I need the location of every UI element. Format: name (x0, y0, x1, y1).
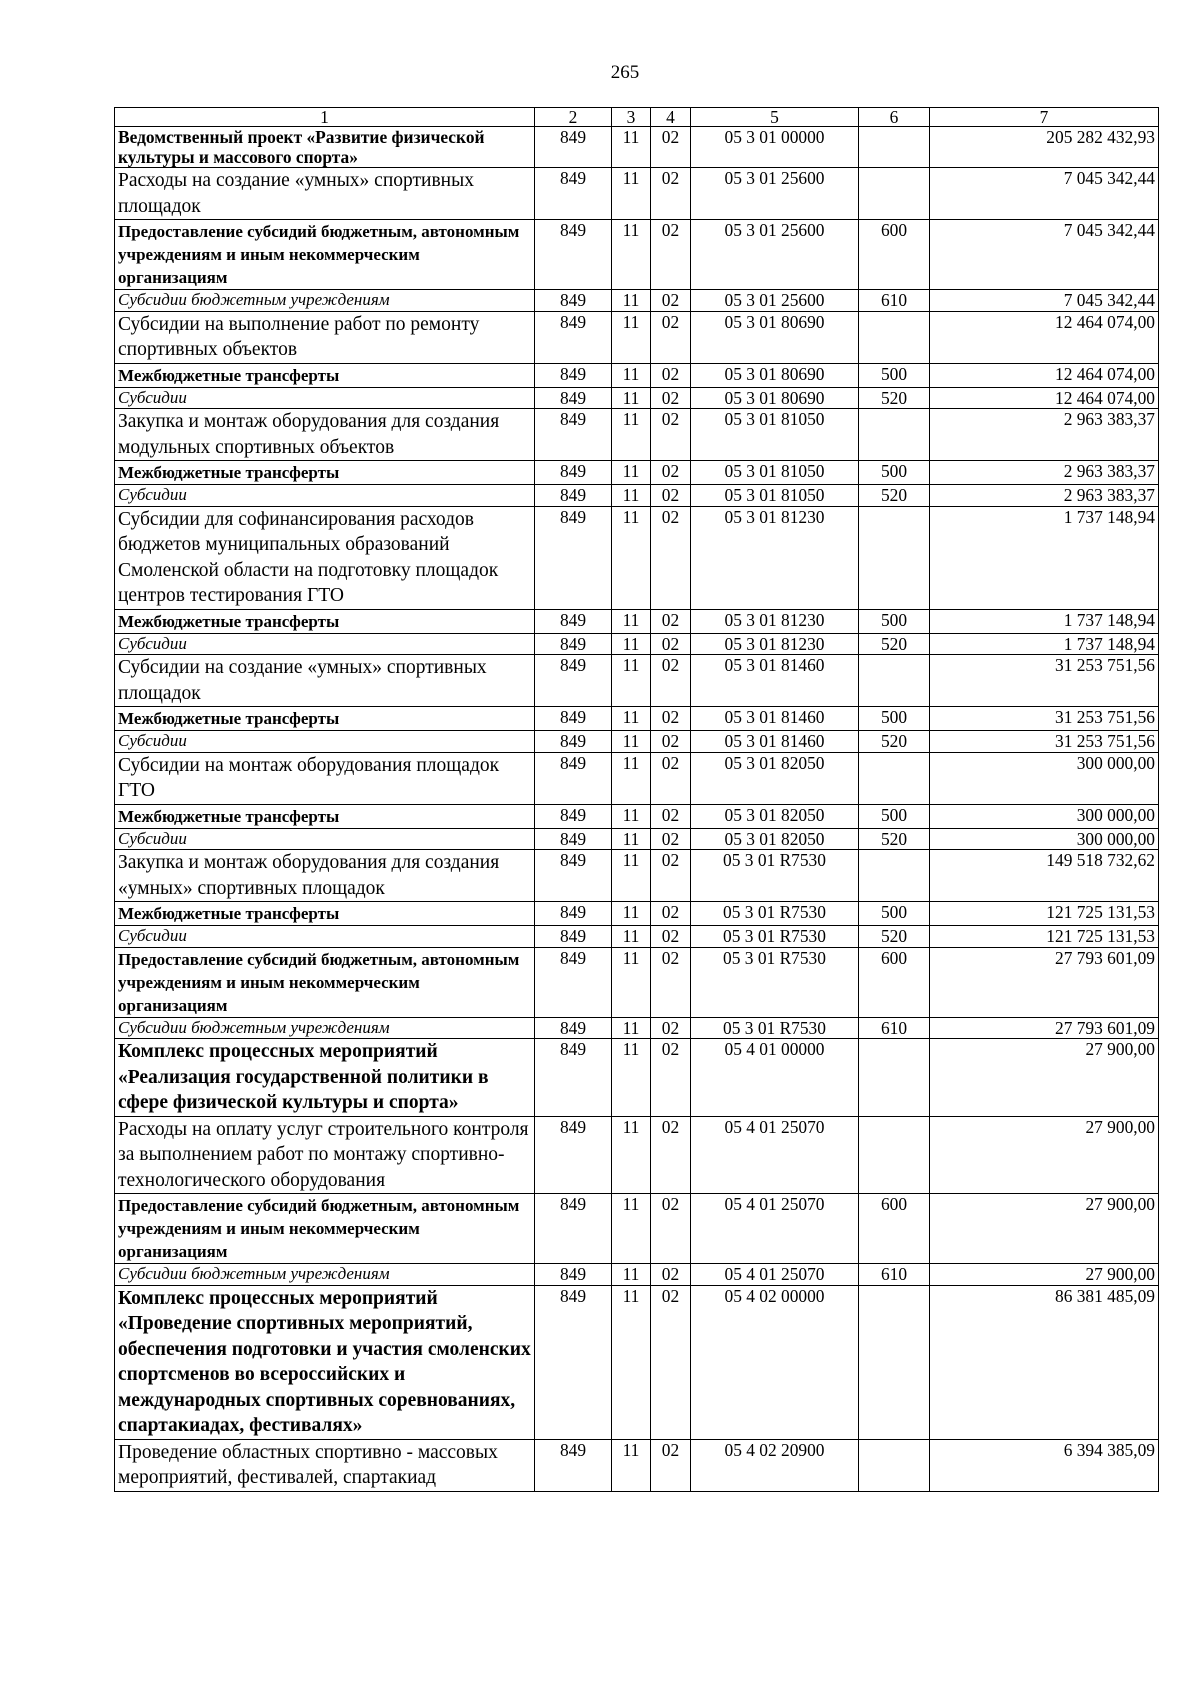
row-code-expense-type (859, 1116, 930, 1194)
row-code-subsection: 02 (651, 850, 691, 902)
row-code-expense-type (859, 409, 930, 461)
table-row (115, 311, 1159, 363)
row-amount: 31 253 751,56 (930, 707, 1159, 731)
row-code-ministry: 849 (535, 707, 612, 731)
row-amount: 27 900,00 (930, 1194, 1159, 1264)
table-row (115, 1116, 1159, 1194)
row-amount: 149 518 732,62 (930, 850, 1159, 902)
row-code-expense-type (859, 168, 930, 220)
row-name: Закупка и монтаж оборудования для создания модульных спортивных объектов (115, 409, 535, 461)
row-code-subsection: 02 (651, 1116, 691, 1194)
row-amount: 12 464 074,00 (930, 311, 1159, 363)
row-code-target: 05 3 01 R7530 (691, 850, 859, 902)
table-row (115, 1194, 1159, 1264)
row-code-expense-type: 600 (859, 1194, 930, 1264)
page-number: 265 (610, 62, 640, 83)
row-code-section: 11 (612, 1017, 651, 1039)
row-amount: 121 725 131,53 (930, 926, 1159, 948)
row-amount: 205 282 432,93 (930, 127, 1159, 168)
header-cell-7: 7 (930, 108, 1159, 127)
row-code-section: 11 (612, 1039, 651, 1117)
row-code-expense-type: 520 (859, 633, 930, 655)
row-amount: 1 737 148,94 (930, 609, 1159, 633)
row-amount: 6 394 385,09 (930, 1439, 1159, 1491)
row-amount: 2 963 383,37 (930, 461, 1159, 485)
row-code-subsection: 02 (651, 1264, 691, 1286)
row-name: Субсидии (115, 926, 535, 948)
row-code-section: 11 (612, 1116, 651, 1194)
row-name: Расходы на оплату услуг строительного контроля за выполнением работ по монтажу спортивно-технологического оборудования (115, 1116, 535, 1194)
table-row (115, 387, 1159, 409)
row-code-target: 05 3 01 81460 (691, 707, 859, 731)
header-cell-2: 2 (535, 108, 612, 127)
budget-table (114, 107, 1159, 1492)
row-name: Комплекс процессных мероприятий «Реализация государственной политики в сфере физической культуры и спорта» (115, 1039, 535, 1117)
row-code-section: 11 (612, 290, 651, 312)
row-code-target: 05 4 02 20900 (691, 1439, 859, 1491)
row-code-subsection: 02 (651, 363, 691, 387)
row-code-ministry: 849 (535, 409, 612, 461)
row-code-expense-type: 600 (859, 220, 930, 290)
table-row (115, 290, 1159, 312)
row-name: Межбюджетные трансферты (115, 707, 535, 731)
row-name: Межбюджетные трансферты (115, 902, 535, 926)
table-row (115, 127, 1159, 168)
row-code-ministry: 849 (535, 127, 612, 168)
row-code-ministry: 849 (535, 804, 612, 828)
row-code-subsection: 02 (651, 828, 691, 850)
row-code-target: 05 3 01 81230 (691, 633, 859, 655)
row-code-expense-type (859, 655, 930, 707)
row-code-target: 05 3 01 R7530 (691, 1017, 859, 1039)
row-code-section: 11 (612, 363, 651, 387)
row-code-expense-type (859, 1285, 930, 1439)
row-amount: 27 900,00 (930, 1264, 1159, 1286)
row-amount: 12 464 074,00 (930, 363, 1159, 387)
row-amount: 7 045 342,44 (930, 220, 1159, 290)
table-body (115, 127, 1159, 1492)
row-code-expense-type (859, 1039, 930, 1117)
row-name: Межбюджетные трансферты (115, 363, 535, 387)
row-code-section: 11 (612, 1439, 651, 1491)
row-code-section: 11 (612, 752, 651, 804)
row-code-subsection: 02 (651, 752, 691, 804)
row-amount: 300 000,00 (930, 804, 1159, 828)
row-code-subsection: 02 (651, 926, 691, 948)
row-code-section: 11 (612, 168, 651, 220)
row-code-subsection: 02 (651, 731, 691, 753)
row-code-expense-type: 500 (859, 902, 930, 926)
row-code-expense-type (859, 311, 930, 363)
row-code-section: 11 (612, 633, 651, 655)
row-code-ministry: 849 (535, 828, 612, 850)
row-amount: 300 000,00 (930, 828, 1159, 850)
row-code-subsection: 02 (651, 804, 691, 828)
row-code-section: 11 (612, 311, 651, 363)
row-code-subsection: 02 (651, 409, 691, 461)
row-code-subsection: 02 (651, 1194, 691, 1264)
row-code-section: 11 (612, 127, 651, 168)
row-code-subsection: 02 (651, 168, 691, 220)
row-code-target: 05 3 01 R7530 (691, 902, 859, 926)
row-code-expense-type: 500 (859, 804, 930, 828)
row-amount: 27 793 601,09 (930, 947, 1159, 1017)
row-code-expense-type: 520 (859, 387, 930, 409)
header-cell-1: 1 (115, 108, 535, 127)
row-code-subsection: 02 (651, 1039, 691, 1117)
table-row (115, 902, 1159, 926)
row-code-subsection: 02 (651, 220, 691, 290)
row-code-subsection: 02 (651, 290, 691, 312)
table-row (115, 947, 1159, 1017)
row-code-ministry: 849 (535, 290, 612, 312)
table-row (115, 804, 1159, 828)
row-amount: 31 253 751,56 (930, 731, 1159, 753)
row-code-section: 11 (612, 850, 651, 902)
row-code-ministry: 849 (535, 731, 612, 753)
row-code-section: 11 (612, 609, 651, 633)
row-code-ministry: 849 (535, 1439, 612, 1491)
row-name: Субсидии для софинансирования расходов бюджетов муниципальных образований Смоленской области на подготовку площадок центров тестирования ГТО (115, 506, 535, 609)
row-code-ministry: 849 (535, 311, 612, 363)
table-row (115, 655, 1159, 707)
row-code-expense-type (859, 752, 930, 804)
header-cell-6: 6 (859, 108, 930, 127)
row-code-ministry: 849 (535, 609, 612, 633)
row-code-target: 05 3 01 81050 (691, 409, 859, 461)
row-code-expense-type: 500 (859, 461, 930, 485)
row-code-target: 05 3 01 81050 (691, 485, 859, 507)
table-row (115, 707, 1159, 731)
row-code-section: 11 (612, 485, 651, 507)
row-code-ministry: 849 (535, 1039, 612, 1117)
row-code-ministry: 849 (535, 387, 612, 409)
row-code-target: 05 3 01 25600 (691, 220, 859, 290)
header-cell-5: 5 (691, 108, 859, 127)
row-code-expense-type: 520 (859, 926, 930, 948)
row-code-section: 11 (612, 409, 651, 461)
table-row (115, 409, 1159, 461)
row-name: Субсидии (115, 485, 535, 507)
row-code-subsection: 02 (651, 1285, 691, 1439)
row-code-target: 05 3 01 81230 (691, 506, 859, 609)
row-code-target: 05 3 01 82050 (691, 828, 859, 850)
row-code-target: 05 4 01 25070 (691, 1264, 859, 1286)
row-code-target: 05 4 01 00000 (691, 1039, 859, 1117)
row-code-expense-type (859, 1439, 930, 1491)
row-code-target: 05 3 01 80690 (691, 387, 859, 409)
row-name: Субсидии (115, 828, 535, 850)
row-code-target: 05 3 01 R7530 (691, 947, 859, 1017)
row-code-target: 05 3 01 81460 (691, 731, 859, 753)
row-code-target: 05 3 01 82050 (691, 804, 859, 828)
row-amount: 12 464 074,00 (930, 387, 1159, 409)
row-amount: 7 045 342,44 (930, 290, 1159, 312)
row-name: Субсидии на создание «умных» спортивных площадок (115, 655, 535, 707)
row-code-subsection: 02 (651, 127, 691, 168)
header-row (115, 108, 1159, 127)
row-code-target: 05 3 01 82050 (691, 752, 859, 804)
row-code-ministry: 849 (535, 947, 612, 1017)
row-code-section: 11 (612, 731, 651, 753)
table-row (115, 485, 1159, 507)
row-amount: 300 000,00 (930, 752, 1159, 804)
row-code-ministry: 849 (535, 752, 612, 804)
row-code-target: 05 4 02 00000 (691, 1285, 859, 1439)
row-code-target: 05 3 01 00000 (691, 127, 859, 168)
table-row (115, 633, 1159, 655)
row-amount: 27 900,00 (930, 1039, 1159, 1117)
row-code-subsection: 02 (651, 902, 691, 926)
row-code-target: 05 3 01 25600 (691, 168, 859, 220)
row-code-ministry: 849 (535, 902, 612, 926)
row-name: Закупка и монтаж оборудования для создания «умных» спортивных площадок (115, 850, 535, 902)
row-code-target: 05 3 01 81460 (691, 655, 859, 707)
table-row (115, 461, 1159, 485)
row-code-section: 11 (612, 902, 651, 926)
row-code-expense-type (859, 506, 930, 609)
row-code-subsection: 02 (651, 311, 691, 363)
row-name: Субсидии на выполнение работ по ремонту спортивных объектов (115, 311, 535, 363)
row-amount: 27 900,00 (930, 1116, 1159, 1194)
row-code-subsection: 02 (651, 387, 691, 409)
row-code-expense-type: 520 (859, 731, 930, 753)
row-name: Межбюджетные трансферты (115, 804, 535, 828)
row-name: Субсидии (115, 633, 535, 655)
row-code-ministry: 849 (535, 926, 612, 948)
row-name: Субсидии бюджетным учреждениям (115, 1264, 535, 1286)
row-code-ministry: 849 (535, 1194, 612, 1264)
table-row (115, 1264, 1159, 1286)
row-name: Субсидии бюджетным учреждениям (115, 1017, 535, 1039)
row-code-target: 05 3 01 25600 (691, 290, 859, 312)
row-code-subsection: 02 (651, 655, 691, 707)
row-code-expense-type (859, 850, 930, 902)
row-amount: 86 381 485,09 (930, 1285, 1159, 1439)
row-code-ministry: 849 (535, 485, 612, 507)
row-code-subsection: 02 (651, 707, 691, 731)
row-code-subsection: 02 (651, 1439, 691, 1491)
table-row (115, 1017, 1159, 1039)
table-row (115, 1039, 1159, 1117)
row-code-subsection: 02 (651, 1017, 691, 1039)
row-name: Комплекс процессных мероприятий «Проведение спортивных мероприятий, обеспечения подготовки и участия смоленских спортсменов во всероссийских и международных спортивных соревнованиях, спартакиадах, фестивалях» (115, 1285, 535, 1439)
row-code-section: 11 (612, 1264, 651, 1286)
row-code-expense-type: 520 (859, 485, 930, 507)
row-code-section: 11 (612, 1194, 651, 1264)
row-name: Ведомственный проект «Развитие физической культуры и массового спорта» (115, 127, 535, 168)
row-name: Межбюджетные трансферты (115, 609, 535, 633)
row-amount: 27 793 601,09 (930, 1017, 1159, 1039)
row-name: Предоставление субсидий бюджетным, автономным учреждениям и иным некоммерческим организациям (115, 220, 535, 290)
row-code-subsection: 02 (651, 506, 691, 609)
table-row (115, 506, 1159, 609)
row-code-expense-type: 500 (859, 707, 930, 731)
row-name: Расходы на создание «умных» спортивных площадок (115, 168, 535, 220)
row-name: Проведение областных спортивно - массовых мероприятий, фестивалей, спартакиад (115, 1439, 535, 1491)
row-amount: 7 045 342,44 (930, 168, 1159, 220)
row-code-expense-type: 610 (859, 1017, 930, 1039)
row-code-ministry: 849 (535, 1017, 612, 1039)
row-code-section: 11 (612, 387, 651, 409)
row-name: Предоставление субсидий бюджетным, автономным учреждениям и иным некоммерческим организациям (115, 1194, 535, 1264)
row-code-section: 11 (612, 461, 651, 485)
row-code-expense-type: 500 (859, 609, 930, 633)
row-code-section: 11 (612, 506, 651, 609)
row-amount: 121 725 131,53 (930, 902, 1159, 926)
table-row (115, 168, 1159, 220)
table-row (115, 1285, 1159, 1439)
row-code-expense-type: 610 (859, 1264, 930, 1286)
row-code-target: 05 3 01 80690 (691, 363, 859, 387)
row-code-target: 05 3 01 81230 (691, 609, 859, 633)
row-code-expense-type (859, 127, 930, 168)
row-code-expense-type: 520 (859, 828, 930, 850)
row-code-expense-type: 600 (859, 947, 930, 1017)
row-amount: 1 737 148,94 (930, 633, 1159, 655)
row-code-ministry: 849 (535, 655, 612, 707)
row-code-target: 05 3 01 R7530 (691, 926, 859, 948)
row-amount: 1 737 148,94 (930, 506, 1159, 609)
row-code-expense-type: 500 (859, 363, 930, 387)
row-name: Субсидии бюджетным учреждениям (115, 290, 535, 312)
row-code-section: 11 (612, 655, 651, 707)
row-code-ministry: 849 (535, 168, 612, 220)
table-row (115, 609, 1159, 633)
row-code-section: 11 (612, 828, 651, 850)
row-code-target: 05 3 01 81050 (691, 461, 859, 485)
row-code-ministry: 849 (535, 506, 612, 609)
row-code-section: 11 (612, 707, 651, 731)
row-code-target: 05 4 01 25070 (691, 1116, 859, 1194)
table-row (115, 731, 1159, 753)
row-code-subsection: 02 (651, 633, 691, 655)
row-amount: 2 963 383,37 (930, 409, 1159, 461)
table-row (115, 926, 1159, 948)
row-code-section: 11 (612, 926, 651, 948)
header-cell-4: 4 (651, 108, 691, 127)
row-name: Субсидии (115, 387, 535, 409)
row-code-subsection: 02 (651, 609, 691, 633)
row-amount: 2 963 383,37 (930, 485, 1159, 507)
row-code-ministry: 849 (535, 850, 612, 902)
row-name: Предоставление субсидий бюджетным, автономным учреждениям и иным некоммерческим организациям (115, 947, 535, 1017)
table-row (115, 752, 1159, 804)
row-code-ministry: 849 (535, 363, 612, 387)
row-name: Субсидии (115, 731, 535, 753)
row-code-ministry: 849 (535, 1264, 612, 1286)
table-row (115, 828, 1159, 850)
row-name: Межбюджетные трансферты (115, 461, 535, 485)
row-name: Субсидии на монтаж оборудования площадок ГТО (115, 752, 535, 804)
row-code-section: 11 (612, 804, 651, 828)
row-code-subsection: 02 (651, 485, 691, 507)
row-code-ministry: 849 (535, 220, 612, 290)
row-code-section: 11 (612, 1285, 651, 1439)
row-code-target: 05 4 01 25070 (691, 1194, 859, 1264)
row-code-expense-type: 610 (859, 290, 930, 312)
row-code-subsection: 02 (651, 461, 691, 485)
header-cell-3: 3 (612, 108, 651, 127)
row-code-subsection: 02 (651, 947, 691, 1017)
row-code-ministry: 849 (535, 1116, 612, 1194)
row-code-section: 11 (612, 947, 651, 1017)
table-row (115, 220, 1159, 290)
row-code-ministry: 849 (535, 633, 612, 655)
row-code-ministry: 849 (535, 1285, 612, 1439)
row-code-ministry: 849 (535, 461, 612, 485)
table-row (115, 850, 1159, 902)
table-row (115, 1439, 1159, 1491)
row-amount: 31 253 751,56 (930, 655, 1159, 707)
table-row (115, 363, 1159, 387)
row-code-target: 05 3 01 80690 (691, 311, 859, 363)
row-code-section: 11 (612, 220, 651, 290)
